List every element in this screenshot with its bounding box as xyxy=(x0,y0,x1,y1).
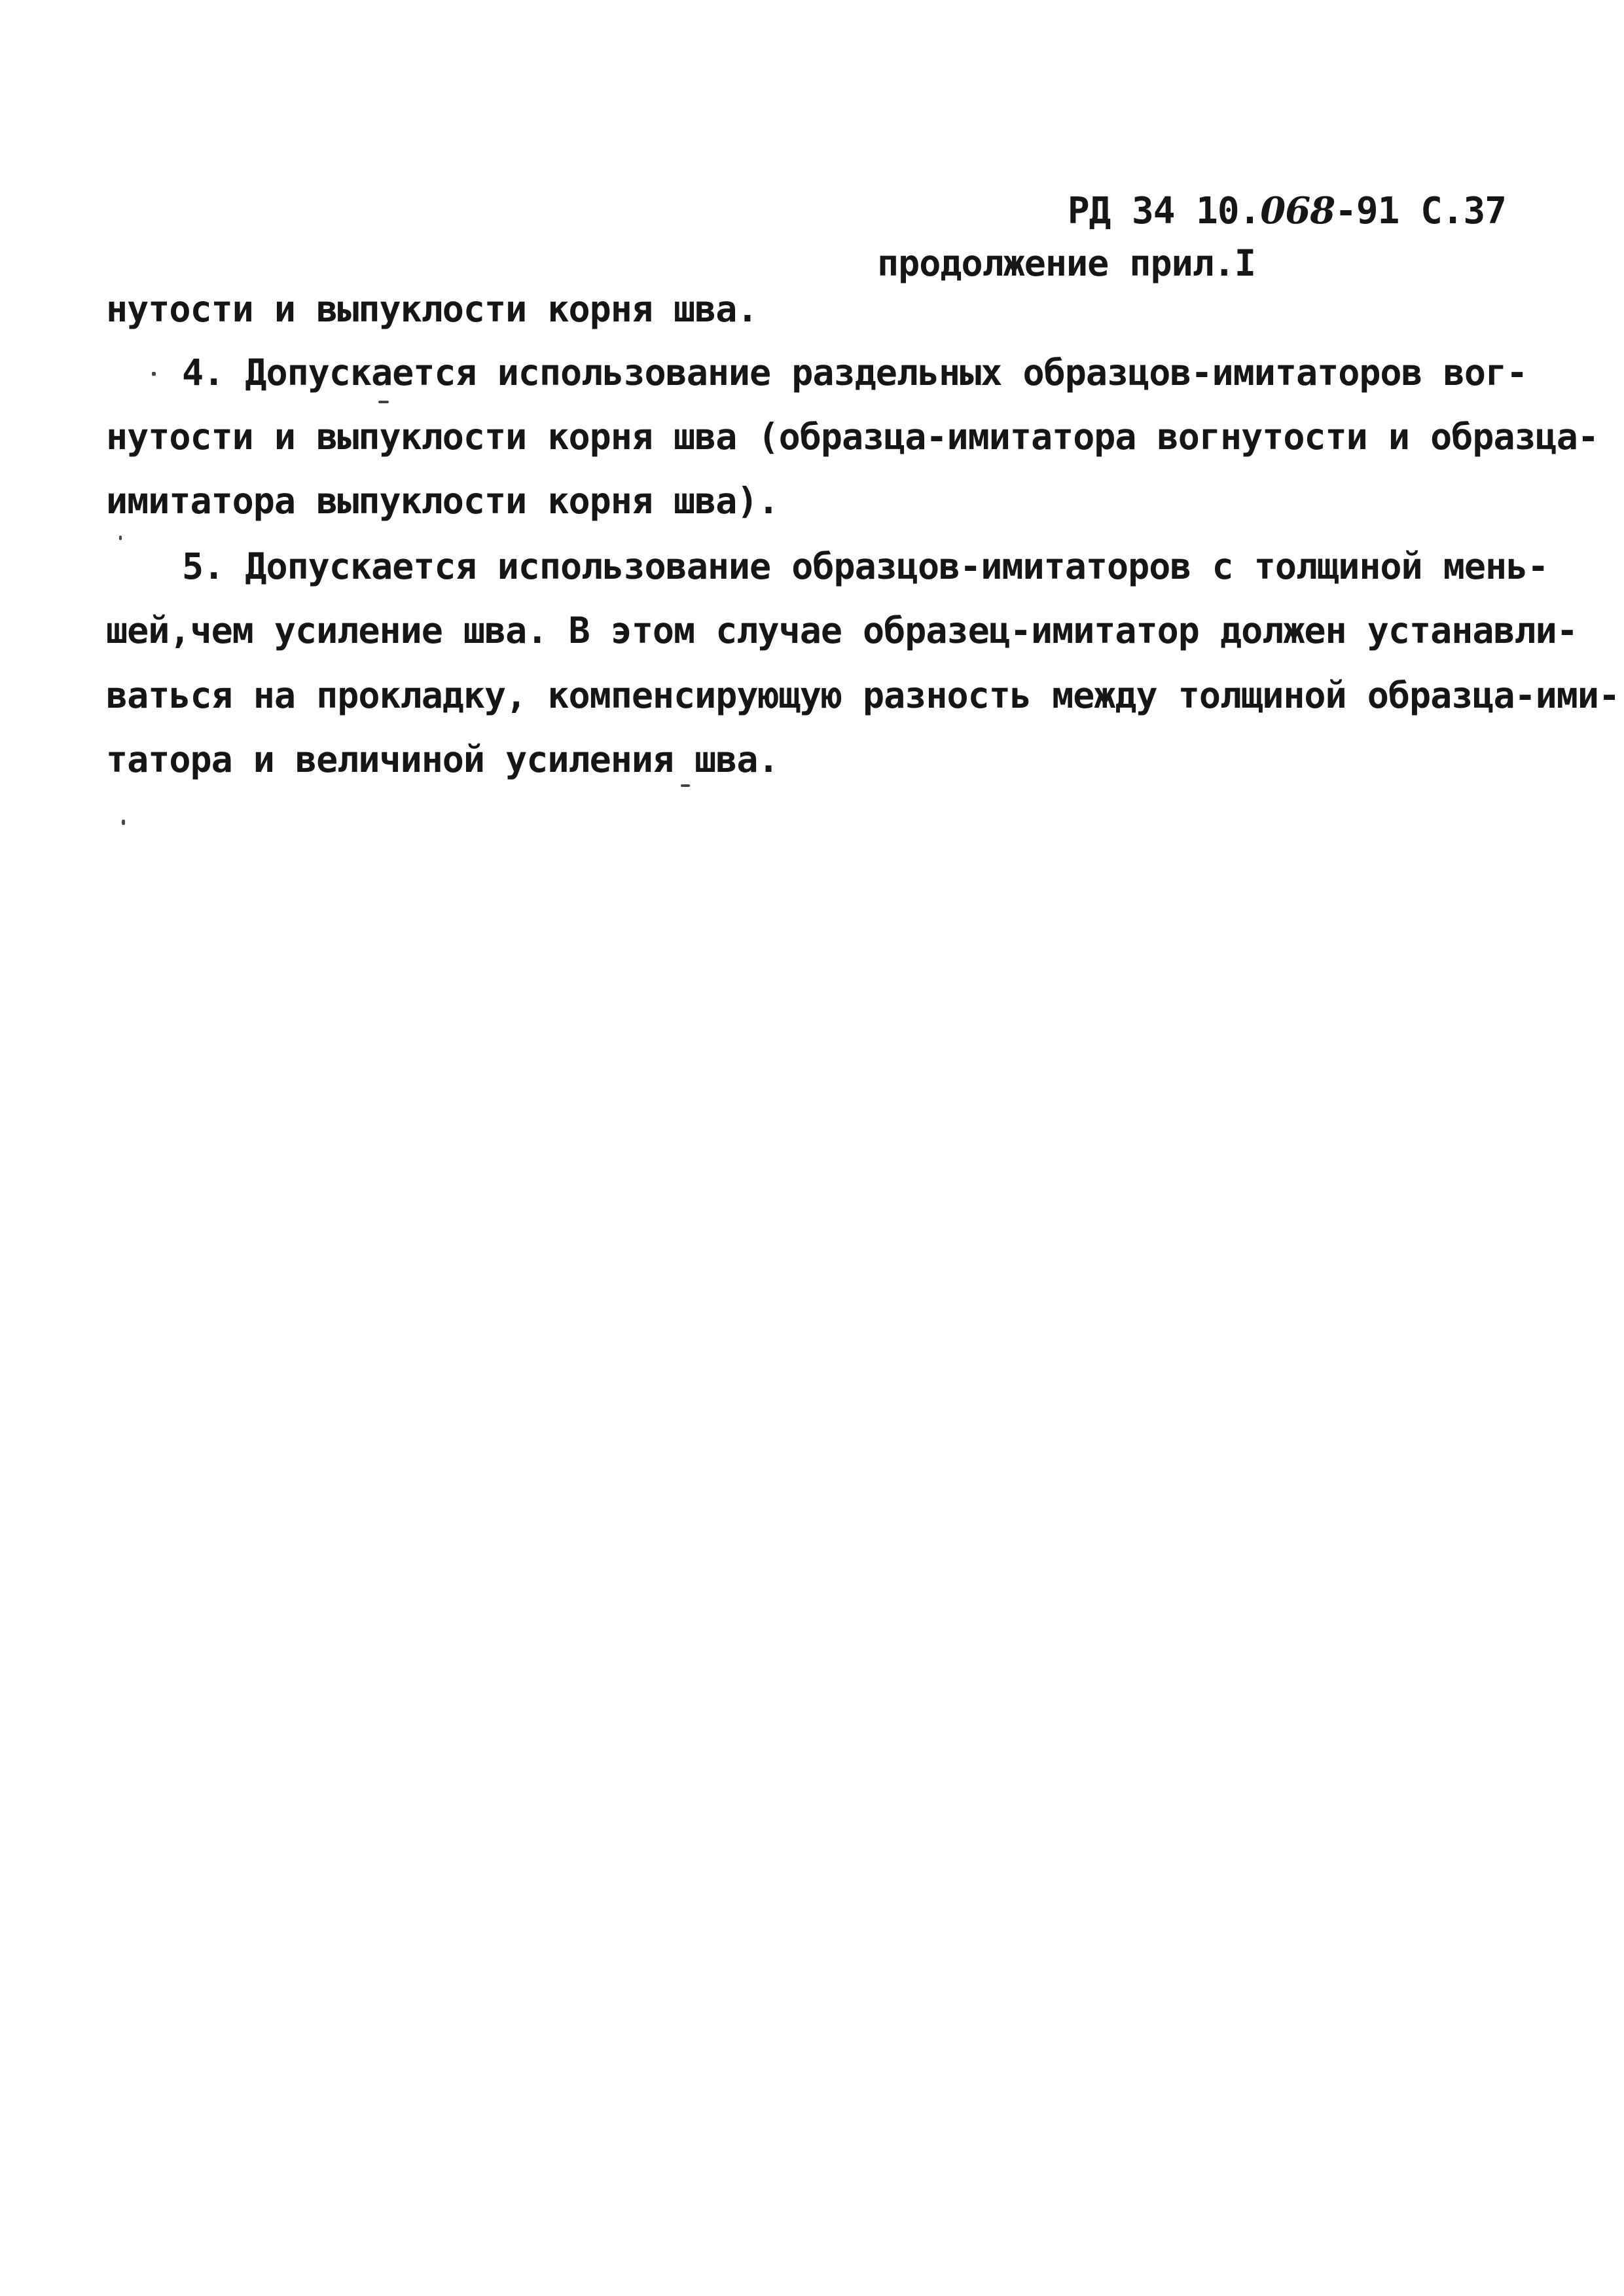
body-line-8: татора и величиной усиления шва. xyxy=(106,738,779,780)
handwritten-document-number: 068 xyxy=(1260,189,1335,232)
scan-speck xyxy=(152,372,156,376)
body-line-3: нутости и выпуклости корня шва (образца-имитатора вогнутости и образца- xyxy=(106,416,1599,458)
scan-speck xyxy=(681,784,690,787)
document-code-suffix: -91 С.37 xyxy=(1335,190,1506,232)
scan-speck xyxy=(122,820,125,825)
body-line-5: 5. Допускается использование образцов-имитаторов с толщиной мень- xyxy=(182,545,1549,587)
scan-speck xyxy=(119,536,122,540)
scan-speck xyxy=(378,401,389,403)
body-line-4: имитатора выпуклости корня шва). xyxy=(106,480,779,522)
document-code-prefix: РД 34 10. xyxy=(1067,190,1261,232)
body-line-7: ваться на прокладку, компенсирующую разность между толщиной образца-ими- xyxy=(106,674,1620,716)
body-line-6: шей,чем усиление шва. В этом случае образец-имитатор должен устанавли- xyxy=(106,610,1578,651)
continuation-note: продолжение прил.I xyxy=(877,242,1256,284)
body-line-2: 4. Допускается использование раздельных образцов-имитаторов вог- xyxy=(182,352,1528,393)
body-line-1: нутости и выпуклости корня шва. xyxy=(106,288,758,330)
